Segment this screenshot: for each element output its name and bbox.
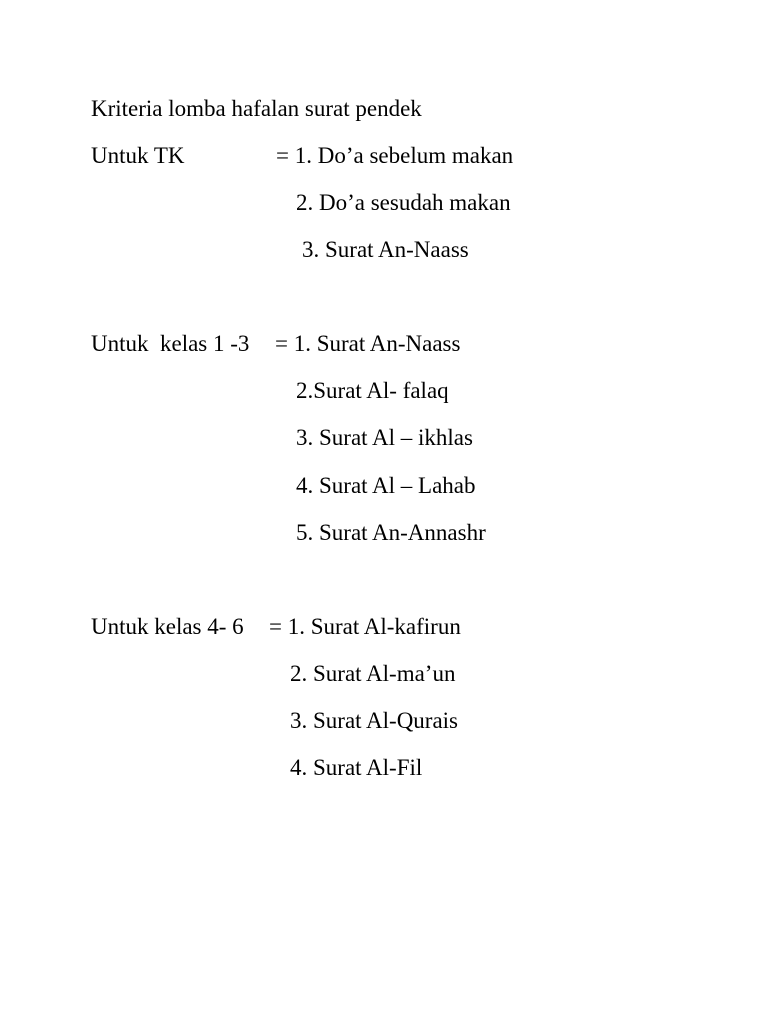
section-item: 2. Surat Al-ma’un: [290, 661, 456, 686]
section-item: = 1. Surat Al-kafirun: [269, 614, 461, 639]
section-item: 4. Surat Al-Fil: [290, 755, 423, 780]
section-item: 3. Surat Al – ikhlas: [296, 425, 473, 450]
section-item: 2. Do’a sesudah makan: [296, 190, 511, 215]
section-item: 2.Surat Al- falaq: [296, 378, 449, 403]
document-title: Kriteria lomba hafalan surat pendek: [91, 96, 422, 121]
section-item: = 1. Do’a sebelum makan: [276, 143, 514, 168]
section-item: 3. Surat Al-Qurais: [290, 708, 459, 733]
section-label-kelas-1-3: Untuk kelas 1 -3: [91, 331, 250, 356]
section-item: 5. Surat An-Annashr: [296, 520, 486, 545]
section-item: 4. Surat Al – Lahab: [296, 473, 476, 498]
section-item: 3. Surat An-Naass: [302, 237, 469, 262]
section-label-tk: Untuk TK: [91, 143, 185, 168]
section-item: = 1. Surat An-Naass: [275, 331, 461, 356]
section-label-kelas-4-6: Untuk kelas 4- 6: [91, 614, 244, 639]
